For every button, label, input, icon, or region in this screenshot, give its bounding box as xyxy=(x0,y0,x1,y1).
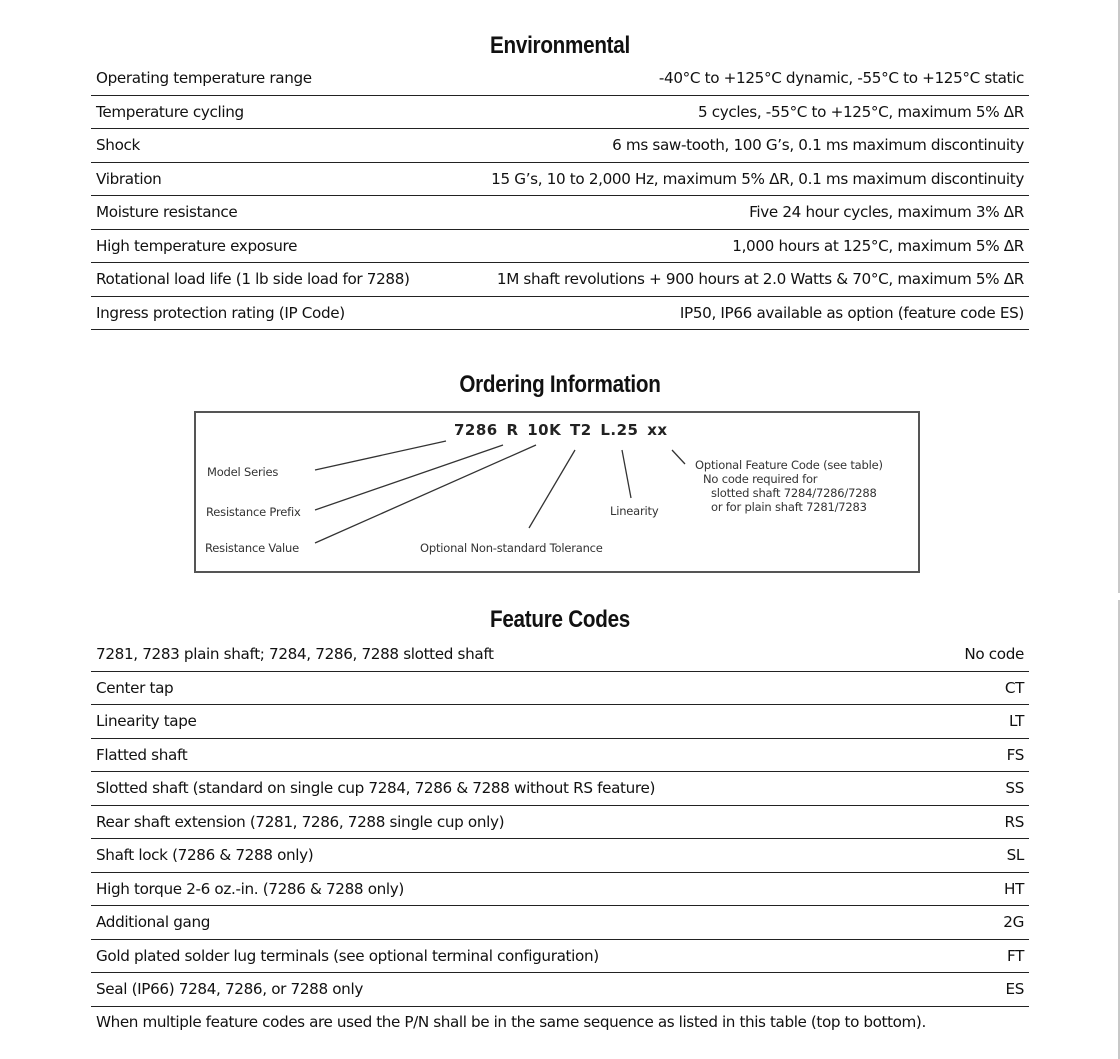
feature-code: 2G xyxy=(927,906,1029,940)
table-row xyxy=(91,738,1029,772)
feature-code-note: No code required for xyxy=(703,472,818,486)
feature-code: ES xyxy=(927,973,1029,1007)
feature-label: Additional gang xyxy=(91,906,927,940)
table-row xyxy=(91,872,1029,906)
resistance-value-label: Resistance Value xyxy=(205,541,300,555)
table-row xyxy=(91,638,1029,671)
spec-value: 6 ms saw-tooth, 100 G’s, 0.1 ms maximum discontinuity xyxy=(441,129,1029,163)
ordering-diagram xyxy=(194,411,920,573)
spec-label: Moisture resistance xyxy=(91,196,441,230)
feature-label: Rear shaft extension (7281, 7286, 7288 single cup only) xyxy=(91,805,927,839)
spec-value: IP50, IP66 available as option (feature code ES) xyxy=(441,296,1029,330)
spec-value: 5 cycles, -55°C to +125°C, maximum 5% ΔR xyxy=(441,95,1029,129)
resistance-prefix-label: Resistance Prefix xyxy=(206,505,301,519)
spec-value: 1M shaft revolutions + 900 hours at 2.0 Watts & 70°C, maximum 5% ΔR xyxy=(441,263,1029,297)
spec-label: Operating temperature range xyxy=(91,62,441,95)
feature-code: FT xyxy=(927,939,1029,973)
tolerance-label: Optional Non-standard Tolerance xyxy=(420,541,603,555)
table-row xyxy=(91,772,1029,806)
environmental-title: Environmental xyxy=(489,32,631,59)
feature-label: Slotted shaft (standard on single cup 7284, 7286 & 7288 without RS feature) xyxy=(91,772,927,806)
table-row xyxy=(91,263,1029,297)
feature-label: Flatted shaft xyxy=(91,738,927,772)
feature-label: Linearity tape xyxy=(91,705,927,739)
spec-label: Ingress protection rating (IP Code) xyxy=(91,296,441,330)
table-row xyxy=(91,229,1029,263)
feature-label: Seal (IP66) 7284, 7286, or 7288 only xyxy=(91,973,927,1007)
feature-code: No code xyxy=(927,638,1029,671)
feature-code: HT xyxy=(927,872,1029,906)
spec-value: 15 G’s, 10 to 2,000 Hz, maximum 5% ΔR, 0.1 ms maximum discontinuity xyxy=(441,162,1029,196)
spec-label: Rotational load life (1 lb side load for 7288) xyxy=(91,263,441,297)
environmental-table xyxy=(91,62,1029,330)
table-row xyxy=(91,95,1029,129)
feature-code-label: Optional Feature Code (see table) xyxy=(695,458,883,472)
part-number-example: 7286 R 10K T2 L.25 xx xyxy=(454,421,668,439)
ordering-title: Ordering Information xyxy=(459,371,661,398)
feature-label: 7281, 7283 plain shaft; 7284, 7286, 7288 slotted shaft xyxy=(91,638,927,671)
feature-code: SS xyxy=(927,772,1029,806)
table-row xyxy=(91,671,1029,705)
feature-code: RS xyxy=(927,805,1029,839)
spec-label: Shock xyxy=(91,129,441,163)
spec-value: 1,000 hours at 125°C, maximum 5% ΔR xyxy=(441,229,1029,263)
spec-value: Five 24 hour cycles, maximum 3% ΔR xyxy=(441,196,1029,230)
feature-label: Center tap xyxy=(91,671,927,705)
table-row xyxy=(91,296,1029,330)
table-row xyxy=(91,162,1029,196)
feature-codes-title: Feature Codes xyxy=(489,606,631,633)
feature-code-note: slotted shaft 7284/7286/7288 xyxy=(711,486,877,500)
feature-code-sequence-note: When multiple feature codes are used the P/N shall be in the same sequence as listed in this table (top to bottom). xyxy=(96,1013,926,1031)
table-row xyxy=(91,939,1029,973)
spec-label: High temperature exposure xyxy=(91,229,441,263)
feature-label: High torque 2-6 oz.-in. (7286 & 7288 only) xyxy=(91,872,927,906)
model-series-label: Model Series xyxy=(207,465,279,479)
table-row xyxy=(91,973,1029,1007)
feature-code: FS xyxy=(927,738,1029,772)
spec-label: Temperature cycling xyxy=(91,95,441,129)
feature-code: LT xyxy=(927,705,1029,739)
feature-code: SL xyxy=(927,839,1029,873)
table-row xyxy=(91,839,1029,873)
table-row xyxy=(91,906,1029,940)
linearity-label: Linearity xyxy=(610,504,659,518)
feature-label: Shaft lock (7286 & 7288 only) xyxy=(91,839,927,873)
table-row xyxy=(91,805,1029,839)
feature-codes-table xyxy=(91,638,1029,1007)
feature-label: Gold plated solder lug terminals (see optional terminal configuration) xyxy=(91,939,927,973)
table-row xyxy=(91,196,1029,230)
feature-code: CT xyxy=(927,671,1029,705)
spec-label: Vibration xyxy=(91,162,441,196)
spec-value: -40°C to +125°C dynamic, -55°C to +125°C static xyxy=(441,62,1029,95)
table-row xyxy=(91,62,1029,95)
table-row xyxy=(91,705,1029,739)
table-row xyxy=(91,129,1029,163)
feature-code-note: or for plain shaft 7281/7283 xyxy=(711,500,867,514)
